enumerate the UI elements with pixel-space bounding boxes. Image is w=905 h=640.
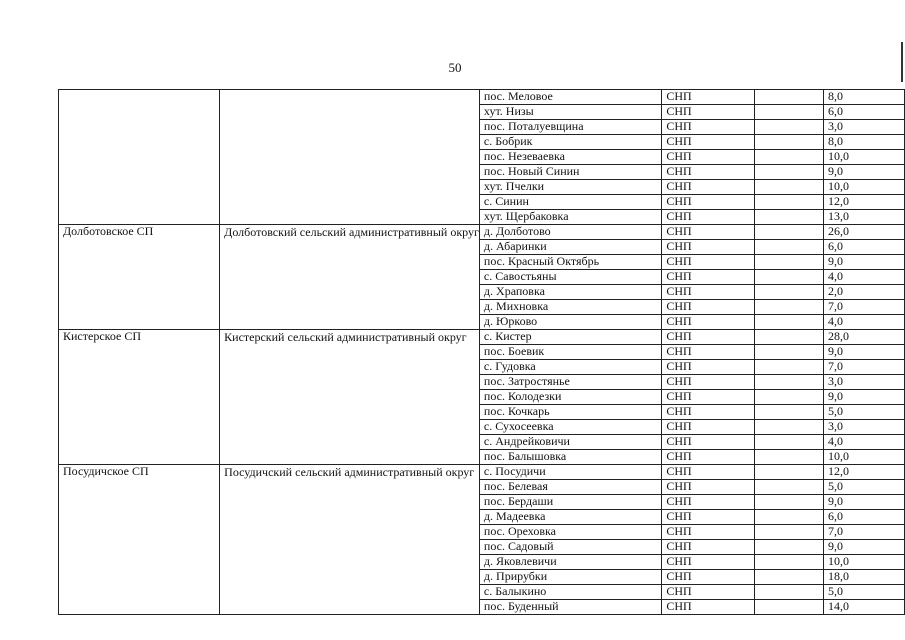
value-cell: 6,0 [824,240,905,255]
locality-name-cell: с. Балыкино [479,585,661,600]
locality-name-cell: пос. Ореховка [479,525,661,540]
table-row [59,225,905,240]
settlement-cell [59,90,220,225]
value-cell: 7,0 [824,300,905,315]
locality-code-cell: СНП [662,105,754,120]
empty-cell [754,180,823,195]
locality-name-cell: с. Посудичи [479,465,661,480]
locality-code-cell: СНП [662,375,754,390]
locality-code-cell: СНП [662,540,754,555]
locality-code-cell: СНП [662,345,754,360]
locality-name-cell: д. Мадеевка [479,510,661,525]
locality-code-cell: СНП [662,570,754,585]
locality-code-cell: СНП [662,330,754,345]
empty-cell [754,300,823,315]
empty-cell [754,525,823,540]
value-cell: 3,0 [824,375,905,390]
value-cell: 4,0 [824,435,905,450]
locality-code-cell: СНП [662,180,754,195]
empty-cell [754,255,823,270]
empty-cell [754,540,823,555]
locality-name-cell: хут. Щербаковка [479,210,661,225]
locality-name-cell: пос. Буденный [479,600,661,615]
value-cell: 9,0 [824,345,905,360]
empty-cell [754,165,823,180]
empty-cell [754,450,823,465]
value-cell: 6,0 [824,105,905,120]
locality-code-cell: СНП [662,225,754,240]
value-cell: 10,0 [824,555,905,570]
locality-name-cell: пос. Поталуевщина [479,120,661,135]
empty-cell [754,330,823,345]
value-cell: 10,0 [824,450,905,465]
empty-cell [754,555,823,570]
settlement-cell: Кистерское СП [59,330,220,465]
locality-code-cell: СНП [662,255,754,270]
locality-code-cell: СНП [662,480,754,495]
table-row [59,330,905,345]
locality-code-cell: СНП [662,195,754,210]
table-row [59,90,905,105]
district-cell [220,90,480,225]
empty-cell [754,270,823,285]
empty-cell [754,135,823,150]
locality-code-cell: СНП [662,360,754,375]
value-cell: 8,0 [824,135,905,150]
locality-code-cell: СНП [662,150,754,165]
locality-code-cell: СНП [662,465,754,480]
locality-code-cell: СНП [662,600,754,615]
empty-cell [754,315,823,330]
empty-cell [754,510,823,525]
locality-code-cell: СНП [662,285,754,300]
value-cell: 10,0 [824,150,905,165]
value-cell: 28,0 [824,330,905,345]
locality-name-cell: д. Долботово [479,225,661,240]
locality-name-cell: пос. Белевая [479,480,661,495]
value-cell: 12,0 [824,195,905,210]
empty-cell [754,570,823,585]
locality-name-cell: с. Кистер [479,330,661,345]
empty-cell [754,285,823,300]
locality-name-cell: д. Юрково [479,315,661,330]
locality-name-cell: пос. Красный Октябрь [479,255,661,270]
locality-code-cell: СНП [662,135,754,150]
locality-name-cell: д. Храповка [479,285,661,300]
locality-name-cell: с. Сухосеевка [479,420,661,435]
locality-code-cell: СНП [662,525,754,540]
value-cell: 9,0 [824,255,905,270]
scan-edge-mark [901,42,903,82]
empty-cell [754,150,823,165]
locality-name-cell: хут. Низы [479,105,661,120]
value-cell: 7,0 [824,525,905,540]
value-cell: 9,0 [824,390,905,405]
value-cell: 4,0 [824,270,905,285]
district-cell: Долботовский сельский административный округ [220,225,480,330]
value-cell: 7,0 [824,360,905,375]
locality-code-cell: СНП [662,165,754,180]
value-cell: 3,0 [824,420,905,435]
empty-cell [754,105,823,120]
empty-cell [754,420,823,435]
value-cell: 4,0 [824,315,905,330]
locality-name-cell: пос. Новый Синин [479,165,661,180]
empty-cell [754,360,823,375]
locality-code-cell: СНП [662,585,754,600]
locality-code-cell: СНП [662,420,754,435]
value-cell: 18,0 [824,570,905,585]
locality-name-cell: д. Прирубки [479,570,661,585]
value-cell: 9,0 [824,495,905,510]
empty-cell [754,120,823,135]
empty-cell [754,585,823,600]
value-cell: 9,0 [824,165,905,180]
empty-cell [754,405,823,420]
value-cell: 5,0 [824,480,905,495]
locality-name-cell: пос. Затростянье [479,375,661,390]
locality-name-cell: д. Яковлевичи [479,555,661,570]
locality-code-cell: СНП [662,450,754,465]
empty-cell [754,210,823,225]
locality-name-cell: с. Бобрик [479,135,661,150]
locality-name-cell: с. Синин [479,195,661,210]
locality-name-cell: пос. Садовый [479,540,661,555]
district-cell: Посудичский сельский административный округ [220,465,480,615]
locality-code-cell: СНП [662,510,754,525]
settlement-cell: Долботовское СП [59,225,220,330]
locality-code-cell: СНП [662,120,754,135]
locality-name-cell: с. Андрейковичи [479,435,661,450]
locality-name-cell: д. Михновка [479,300,661,315]
locality-code-cell: СНП [662,240,754,255]
locality-name-cell: пос. Незеваевка [479,150,661,165]
locality-name-cell: хут. Пчелки [479,180,661,195]
locality-name-cell: пос. Бердаши [479,495,661,510]
empty-cell [754,435,823,450]
empty-cell [754,465,823,480]
empty-cell [754,345,823,360]
locality-name-cell: пос. Колодезки [479,390,661,405]
value-cell: 5,0 [824,585,905,600]
empty-cell [754,495,823,510]
value-cell: 14,0 [824,600,905,615]
value-cell: 9,0 [824,540,905,555]
locality-code-cell: СНП [662,495,754,510]
empty-cell [754,90,823,105]
page-number: 50 [448,60,462,75]
locality-code-cell: СНП [662,435,754,450]
value-cell: 5,0 [824,405,905,420]
settlements-table-body [59,90,905,615]
district-cell: Кистерский сельский административный округ [220,330,480,465]
locality-code-cell: СНП [662,90,754,105]
locality-code-cell: СНП [662,300,754,315]
locality-code-cell: СНП [662,210,754,225]
locality-code-cell: СНП [662,270,754,285]
value-cell: 10,0 [824,180,905,195]
empty-cell [754,375,823,390]
empty-cell [754,600,823,615]
locality-name-cell: с. Савостьяны [479,270,661,285]
value-cell: 3,0 [824,120,905,135]
locality-name-cell: д. Абаринки [479,240,661,255]
locality-name-cell: пос. Балышовка [479,450,661,465]
locality-code-cell: СНП [662,555,754,570]
locality-name-cell: пос. Кочкарь [479,405,661,420]
locality-name-cell: с. Гудовка [479,360,661,375]
value-cell: 26,0 [824,225,905,240]
value-cell: 12,0 [824,465,905,480]
empty-cell [754,225,823,240]
settlement-cell: Посудичское СП [59,465,220,615]
locality-name-cell: пос. Боевик [479,345,661,360]
empty-cell [754,240,823,255]
locality-code-cell: СНП [662,405,754,420]
locality-name-cell: пос. Меловое [479,90,661,105]
locality-code-cell: СНП [662,315,754,330]
value-cell: 6,0 [824,510,905,525]
empty-cell [754,390,823,405]
settlements-table [58,89,905,615]
value-cell: 8,0 [824,90,905,105]
value-cell: 13,0 [824,210,905,225]
value-cell: 2,0 [824,285,905,300]
empty-cell [754,195,823,210]
empty-cell [754,480,823,495]
locality-code-cell: СНП [662,390,754,405]
table-row [59,465,905,480]
